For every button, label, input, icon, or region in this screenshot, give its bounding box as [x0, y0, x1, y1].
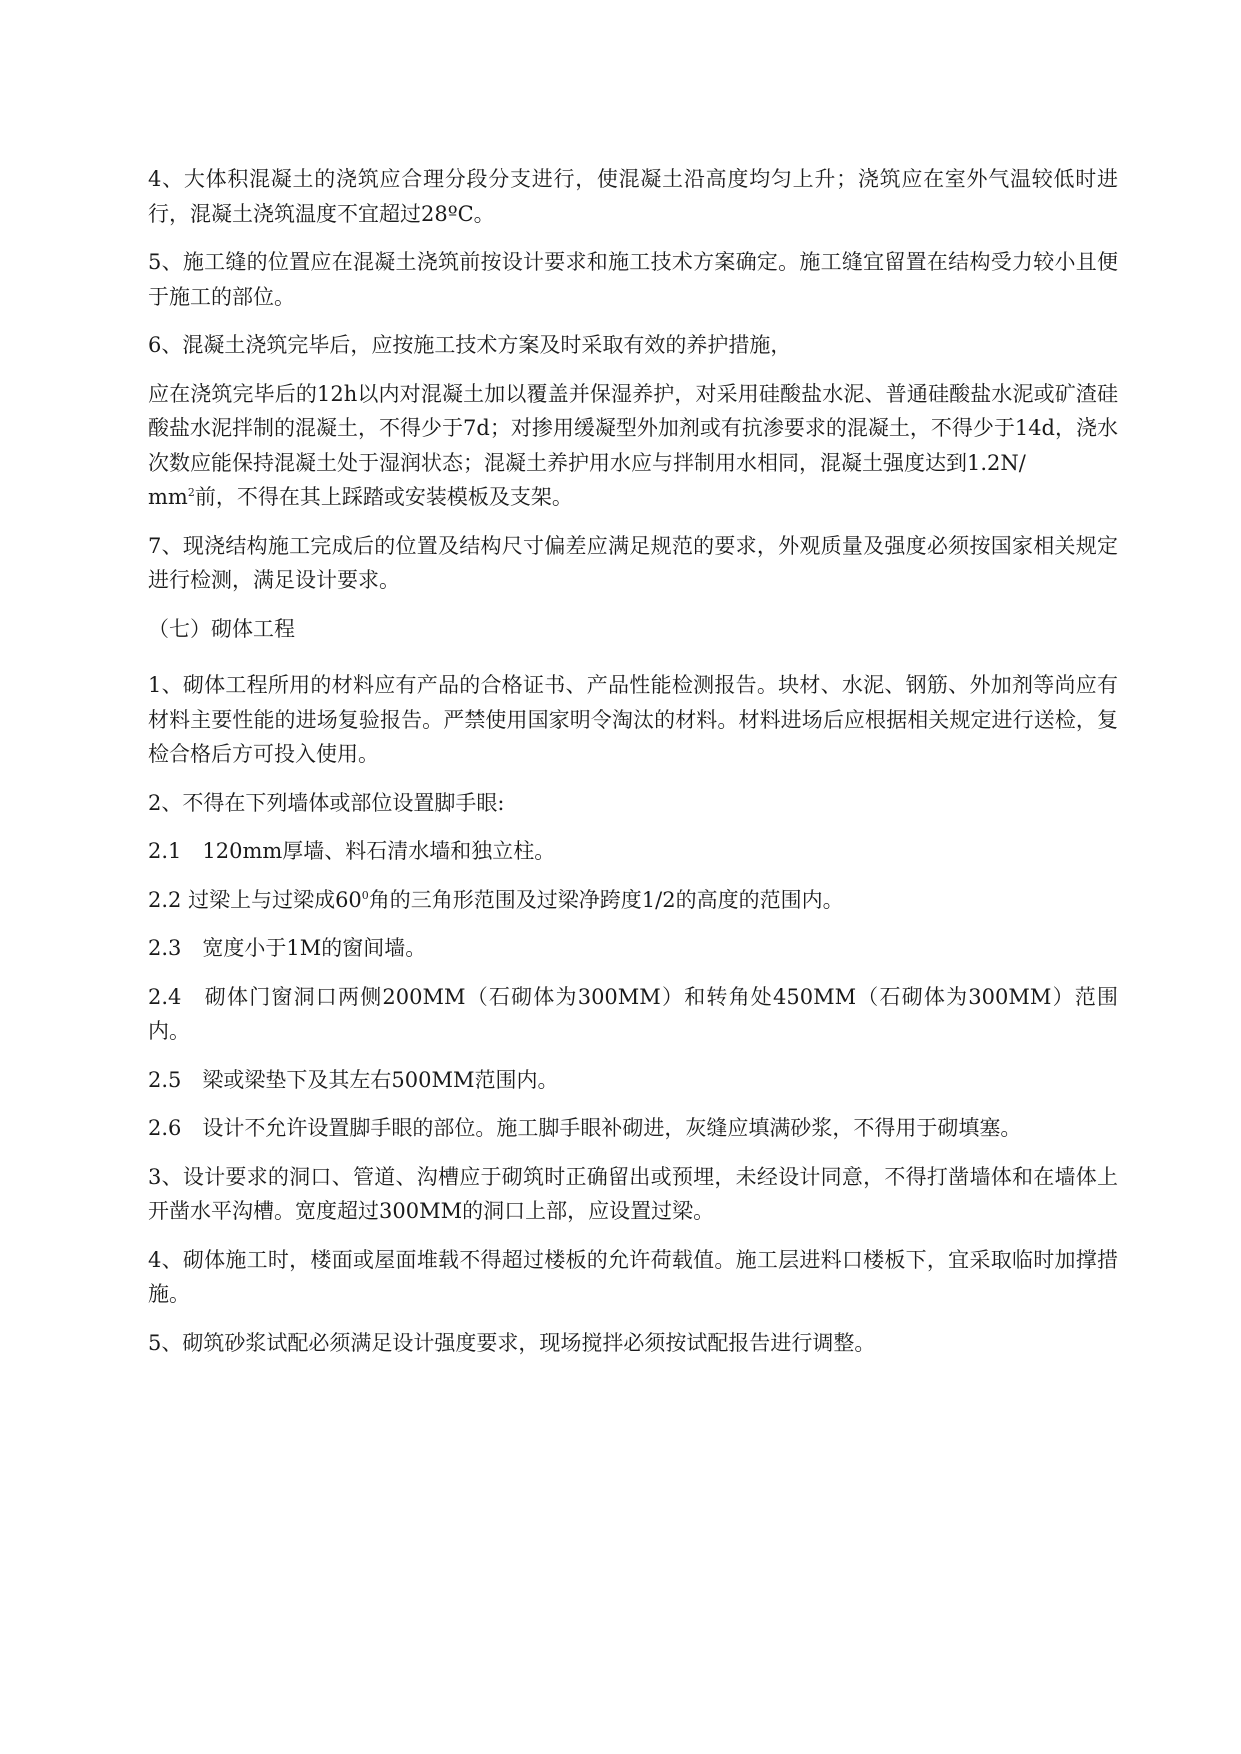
paragraph-mass-concrete: 4、大体积混凝土的浇筑应合理分段分支进行，使混凝土沿高度均匀上升；浇筑应在室外气温较低时进行，混凝土浇筑温度不宜超过28ºC。: [148, 167, 1118, 226]
list-item-2-3: 2.3 宽度小于1M的窗间墙。: [148, 936, 427, 960]
paragraph-curing-end: [148, 480, 1118, 515]
paragraph-scaffold-holes: 2、不得在下列墙体或部位设置脚手眼:: [148, 790, 505, 815]
section-heading-masonry: （七）砌体工程: [148, 616, 295, 641]
paragraph-openings: 3、设计要求的洞口、管道、沟槽应于砌筑时正确留出或预埋，未经设计同意，不得打凿墙体和在墙体上开凿水平沟槽。宽度超过300MM的洞口上部，应设置过梁。: [148, 1164, 1118, 1223]
list-item-2-2-prefix: 2.2 过梁上与过梁成60: [148, 887, 362, 912]
list-item-2-5: 2.5 梁或梁垫下及其左右500MM范围内。: [148, 1067, 559, 1092]
list-item-2-2: [148, 883, 1118, 918]
unit-superscript: 2: [187, 486, 195, 499]
document-body: [148, 162, 1118, 1374]
paragraph-mortar-mix: 5、砌筑砂浆试配必须满足设计强度要求，现场搅拌必须按试配报告进行调整。: [148, 1330, 876, 1355]
degree-superscript: 0: [361, 888, 369, 902]
paragraph-structure-deviation: 7、现浇结构施工完成后的位置及结构尺寸偏差应满足规范的要求，外观质量及强度必须按国家相关规定进行检测，满足设计要求。: [148, 533, 1118, 592]
paragraph-floor-load: 4、砌体施工时，楼面或屋面堆载不得超过楼板的允许荷载值。施工层进料口楼板下，宜采取临时加撑措施。: [148, 1247, 1118, 1306]
list-item-2-1: 2.1 120mm厚墙、料石清水墙和独立柱。: [148, 839, 556, 863]
list-item-2-2-text: 角的三角形范围及过梁净跨度1/2的高度的范围内。: [368, 887, 844, 912]
paragraph-curing-details: 应在浇筑完毕后的12h以内对混凝土加以覆盖并保湿养护，对采用硅酸盐水泥、普通硅酸盐水泥或矿渣硅酸盐水泥拌制的混凝土，不得少于7d；对掺用缓凝型外加剂或有抗渗要求的混凝土，不得少于14d，浇水次数应能保持混凝土处于湿润状态；混凝土养护用水应与拌制用水相同，混凝土强度达到1.2N/: [148, 381, 1118, 475]
list-item-2-4: 2.4 砌体门窗洞口两侧200MM（石砌体为300MM）和转角处450MM（石砌体为300MM）范围内。: [148, 984, 1118, 1043]
unit-prefix: mm: [148, 485, 188, 509]
paragraph-curing-intro: 6、混凝土浇筑完毕后，应按施工技术方案及时采取有效的养护措施，: [148, 333, 792, 357]
list-item-2-6: 2.6 设计不允许设置脚手眼的部位。施工脚手眼补砌进，灰缝应填满砂浆，不得用于砌填塞。: [148, 1116, 1022, 1140]
paragraph-masonry-materials: 1、砌体工程所用的材料应有产品的合格证书、产品性能检测报告。块材、水泥、钢筋、外加剂等尚应有材料主要性能的进场复验报告。严禁使用国家明令淘汰的材料。材料进场后应根据相关规定进行送检，复检合格后方可投入使用。: [148, 673, 1118, 766]
paragraph-construction-joint: 5、施工缝的位置应在混凝土浇筑前按设计要求和施工技术方案确定。施工缝宜留置在结构受力较小且便于施工的部位。: [148, 250, 1118, 309]
paragraph-curing-end-text: 前，不得在其上踩踏或安装模板及支架。: [194, 485, 573, 509]
